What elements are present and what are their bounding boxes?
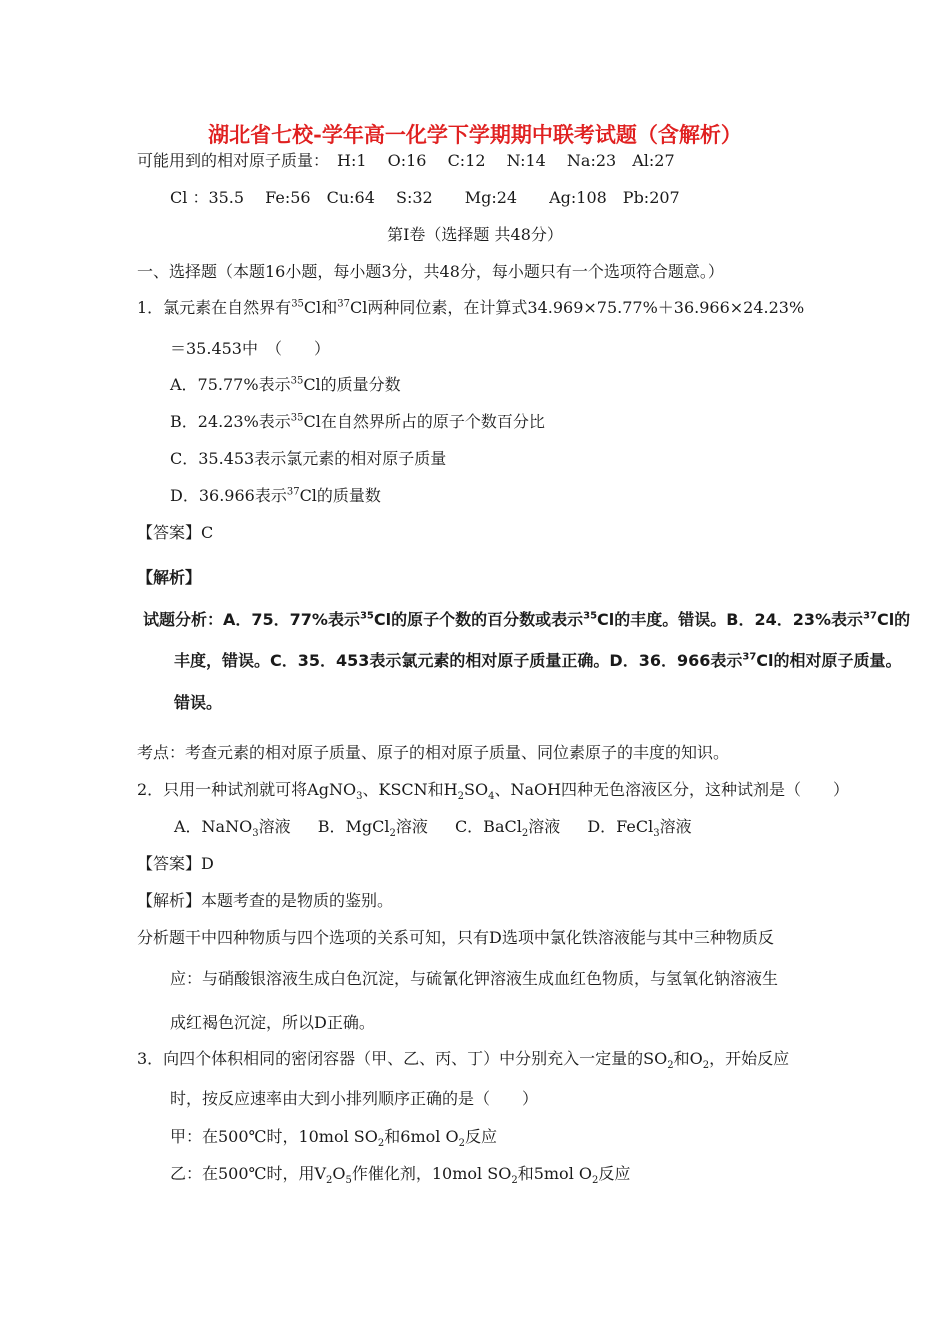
question-1-answer: 【答案】C [137,523,214,542]
question-2-option-c: C．BaCl$_2$溶液 [454,817,561,840]
question-2-detail-line-1: 分析题干中四种物质与四个选项的关系可知，只有D选项中氯化铁溶液能与其中三种物质反 [137,928,774,947]
question-3-stem: 3．向四个体积相同的密闭容器（甲、乙、丙、丁）中分别充入一定量的$SO_2$和$O_2$，开始反应 [137,1049,790,1072]
atomic-masses-line-1: 可能用到的相对原子质量： H:1 O:16 C:12 N:14 Na:23 Al:27 [137,151,675,170]
question-2-answer: 【答案】D [137,854,214,873]
question-2-detail-line-3: 成红褐色沉淀，所以D正确。 [170,1013,375,1032]
question-1-option-a: A．75.77%表示$^{35}$Cl的质量分数 [170,375,401,394]
question-2-analysis: 【解析】本题考查的是物质的鉴别。 [137,891,394,910]
question-2-option-d: D．FeCl$_3$溶液 [587,817,692,840]
question-1-analysis-line-2: 丰度，错误。C．35．453表示氯元素的相对原子质量正确。D．36．966表示$^{37}$Cl的相对原子质量。 [174,651,902,670]
question-3-condition-yi: 乙：在500℃时，用$V_2O_5$作催化剂，10mol $SO_2$和5mol $O_2$反应 [170,1164,631,1187]
question-1-analysis-label: 【解析】 [137,568,202,587]
question-1-kaodian: 考点：考查元素的相对原子质量、原子的相对原子质量、同位素原子的丰度的知识。 [137,743,730,762]
section-heading: 第Ⅰ卷（选择题 共48分） [387,225,563,244]
question-1-stem-cont: ＝35.453中 （ ） [170,339,330,358]
question-2-option-b: B．MgCl$_2$溶液 [317,817,428,840]
part-one-heading: 一、选择题（本题16小题，每小题3分，共48分，每小题只有一个选项符合题意。） [137,262,724,281]
question-1-option-d: D．36.966表示$^{37}$Cl的质量数 [170,486,381,505]
question-3-condition-jia: 甲：在500℃时，10mol $SO_2$和6mol $O_2$反应 [170,1127,497,1150]
question-2-detail-line-2: 应：与硝酸银溶液生成白色沉淀，与硫氰化钾溶液生成血红色物质，与氢氧化钠溶液生 [170,969,779,988]
question-2-stem: 2．只用一种试剂就可将AgNO$_3$、KSCN和$H_2SO_4$、NaOH四种无色溶液区分，这种试剂是（ ） [137,780,850,803]
question-1-analysis-line-1: 试题分析：A．75．77%表示$^{35}$Cl的原子个数的百分数或表示$^{35}$Cl的丰度。错误。B．24．23%表示$^{37}$Cl的 [143,610,911,629]
question-1-option-b: B．24.23%表示$^{35}$Cl在自然界所占的原子个数百分比 [170,412,545,431]
document-title: 湖北省七校-学年高一化学下学期期中联考试题（含解析） [208,122,742,147]
question-1-option-c: C．35.453表示氯元素的相对原子质量 [170,449,447,468]
question-1-stem: 1．氯元素在自然界有$^{35}$Cl和$^{37}$Cl两种同位素，在计算式34.969×75.77%＋36.966×24.23% [137,298,805,317]
atomic-masses-line-2: Cl ：35.5 Fe:56 Cu:64 S:32 Mg:24 Ag:108 Pb:207 [170,188,680,207]
question-2-options [174,816,692,838]
question-2-option-a: A．NaNO$_3$溶液 [174,817,291,840]
question-3-stem-cont: 时，按反应速率由大到小排列顺序正确的是（ ） [170,1089,539,1108]
question-1-analysis-line-3: 错误。 [174,693,223,712]
